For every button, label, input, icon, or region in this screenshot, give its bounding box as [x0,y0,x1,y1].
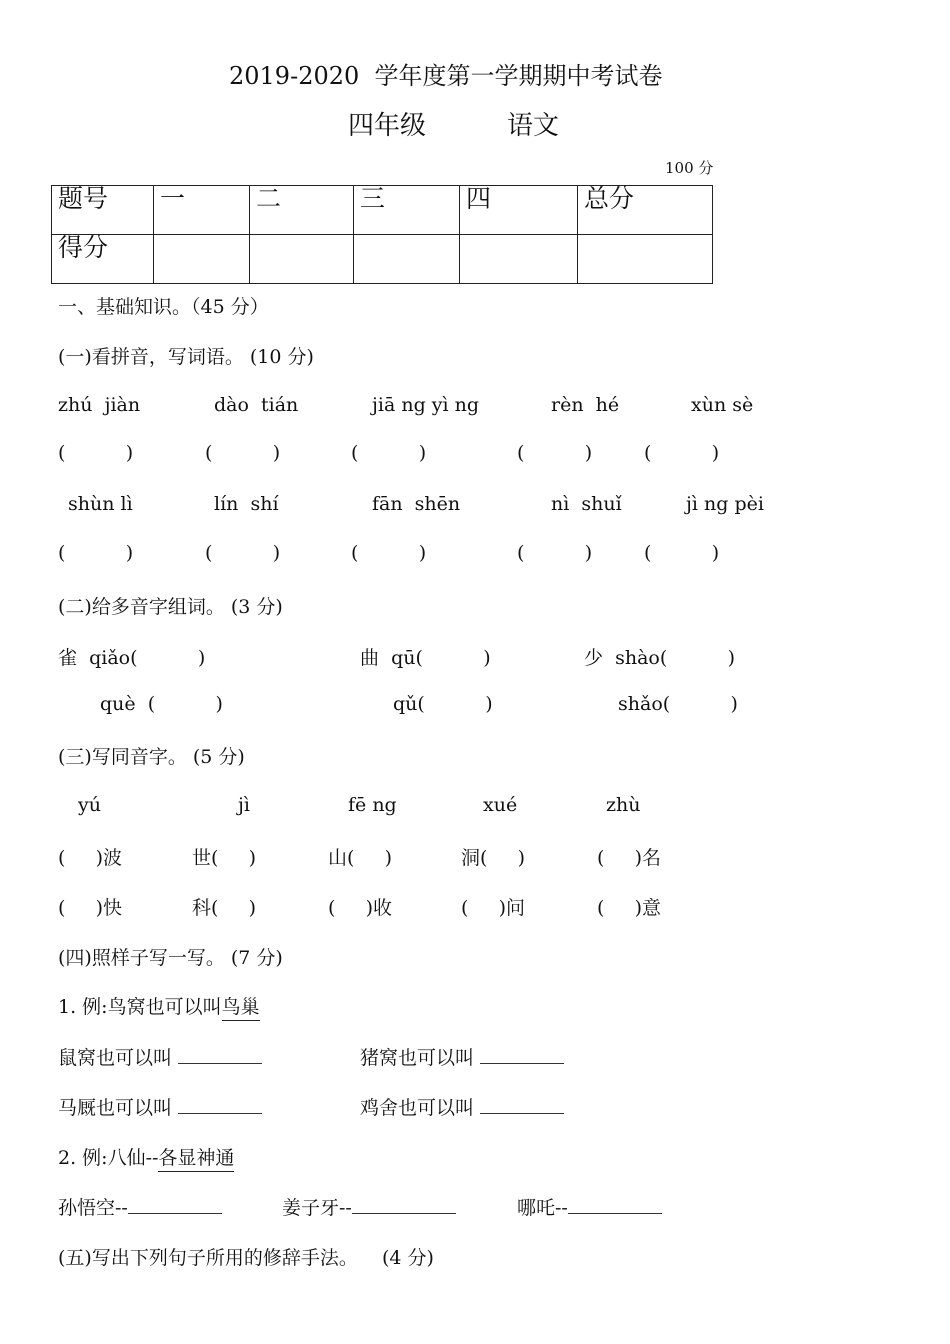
pinyin-item: nì shuǐ [551,493,622,515]
fill-item [360,1043,564,1070]
answer-blank[interactable]: ( ) [517,442,593,464]
pinyin-item: zhù [606,794,641,816]
score-table-header-row [52,186,713,235]
pinyin-item: xué [483,794,518,816]
example2 [58,1143,234,1170]
homophone-item[interactable]: 科( ) [192,897,257,919]
homophone-item[interactable]: 世( ) [192,847,257,869]
grade-label: 四年级 [348,111,427,141]
answer-blank[interactable] [352,1195,456,1214]
pinyin-item: shùn lì [68,493,133,515]
total-points: 100 分 [665,159,714,177]
fill-item [58,1043,262,1070]
pinyin-item: fān shēn [372,493,461,515]
answer-blank[interactable]: ( ) [644,442,720,464]
table-cell: 一 [154,186,250,235]
fill-item-label: 孙悟空-- [58,1197,128,1219]
pinyin-item: jì [238,794,250,816]
polyphone-item[interactable]: 少 shào( ) [584,647,736,669]
fill-item-label: 姜子牙-- [282,1197,352,1219]
score-input-cell[interactable] [250,235,354,284]
score-input-cell[interactable] [154,235,250,284]
pinyin-item: xùn sè [691,394,754,416]
table-cell: 三 [354,186,460,235]
pinyin-item: yú [78,794,101,816]
table-cell: 总分 [578,186,713,235]
homophone-item[interactable]: ( )名 [597,847,662,869]
homophone-item[interactable]: ( )意 [597,897,662,919]
homophone-item[interactable]: 洞( ) [461,847,526,869]
example2-answer: 各显神通 [158,1147,234,1172]
homophone-item[interactable]: ( )问 [461,897,526,919]
fill-item-label: 猪窝也可以叫 [360,1047,475,1069]
fill-item-label: 鸡舍也可以叫 [360,1097,475,1119]
polyphone-item[interactable]: qǔ( ) [393,693,493,715]
answer-blank[interactable] [178,1045,262,1064]
answer-blank[interactable] [568,1195,662,1214]
part2-heading: (二)给多音字组词。 (3 分) [58,596,283,618]
score-table [51,185,713,284]
pinyin-item: rèn hé [551,394,620,416]
homophone-item[interactable]: ( )收 [328,897,393,919]
pinyin-item: fē ng [348,794,397,816]
part4-heading: (四)照样子写一写。 (7 分) [58,947,283,969]
subject-label: 语文 [507,111,560,141]
fill-item [58,1093,262,1120]
homophone-item[interactable]: ( )快 [58,897,123,919]
pinyin-item: jì ng pèi [686,493,764,515]
fill-item [282,1193,456,1220]
score-input-cell[interactable] [460,235,578,284]
part1-heading: (一)看拼音，写词语。 (10 分) [58,346,314,368]
answer-blank[interactable]: ( ) [58,542,134,564]
exam-title: 2019-2020 学年度第一学期期中考试卷 [229,62,663,90]
answer-blank[interactable] [178,1095,262,1114]
section1-heading: 一、基础知识。（45 分） [58,296,269,318]
answer-blank[interactable]: ( ) [351,442,427,464]
score-table-score-row [52,235,713,284]
score-input-cell[interactable] [354,235,460,284]
table-cell: 四 [460,186,578,235]
answer-blank[interactable] [480,1095,564,1114]
answer-blank[interactable]: ( ) [205,442,281,464]
pinyin-item: dào tián [214,394,299,416]
answer-blank[interactable]: ( ) [58,442,134,464]
homophone-item[interactable]: ( )波 [58,847,123,869]
table-cell: 二 [250,186,354,235]
polyphone-item[interactable]: 雀 qiǎo( ) [58,647,206,669]
answer-blank[interactable] [480,1045,564,1064]
homophone-item[interactable]: 山( ) [328,847,393,869]
example2-prefix: 2. 例:八仙-- [58,1147,159,1169]
part3-heading: (三)写同音字。 (5 分) [58,746,245,768]
example1-prefix: 1. 例:鸟窝也可以叫 [58,996,222,1018]
pinyin-item: zhú jiàn [58,394,141,416]
fill-item [517,1193,662,1220]
part5-heading: (五)写出下列句子所用的修辞手法。 (4 分) [58,1247,434,1269]
score-input-cell[interactable] [578,235,713,284]
polyphone-item[interactable]: què ( ) [100,693,223,715]
fill-item [360,1093,564,1120]
answer-blank[interactable]: ( ) [644,542,720,564]
answer-blank[interactable]: ( ) [517,542,593,564]
answer-blank[interactable] [128,1195,222,1214]
fill-item-label: 马厩也可以叫 [58,1097,173,1119]
answer-blank[interactable]: ( ) [351,542,427,564]
fill-item [58,1193,222,1220]
polyphone-item[interactable]: shǎo( ) [618,693,738,715]
example1-answer: 鸟巢 [222,996,260,1021]
answer-blank[interactable]: ( ) [205,542,281,564]
table-cell: 题号 [52,186,154,235]
table-cell: 得分 [52,235,154,284]
polyphone-item[interactable]: 曲 qū( ) [360,647,491,669]
fill-item-label: 鼠窝也可以叫 [58,1047,173,1069]
pinyin-item: lín shí [214,493,279,515]
example1 [58,992,260,1019]
fill-item-label: 哪吒-- [517,1197,568,1219]
pinyin-item: jiā ng yì ng [372,394,480,416]
